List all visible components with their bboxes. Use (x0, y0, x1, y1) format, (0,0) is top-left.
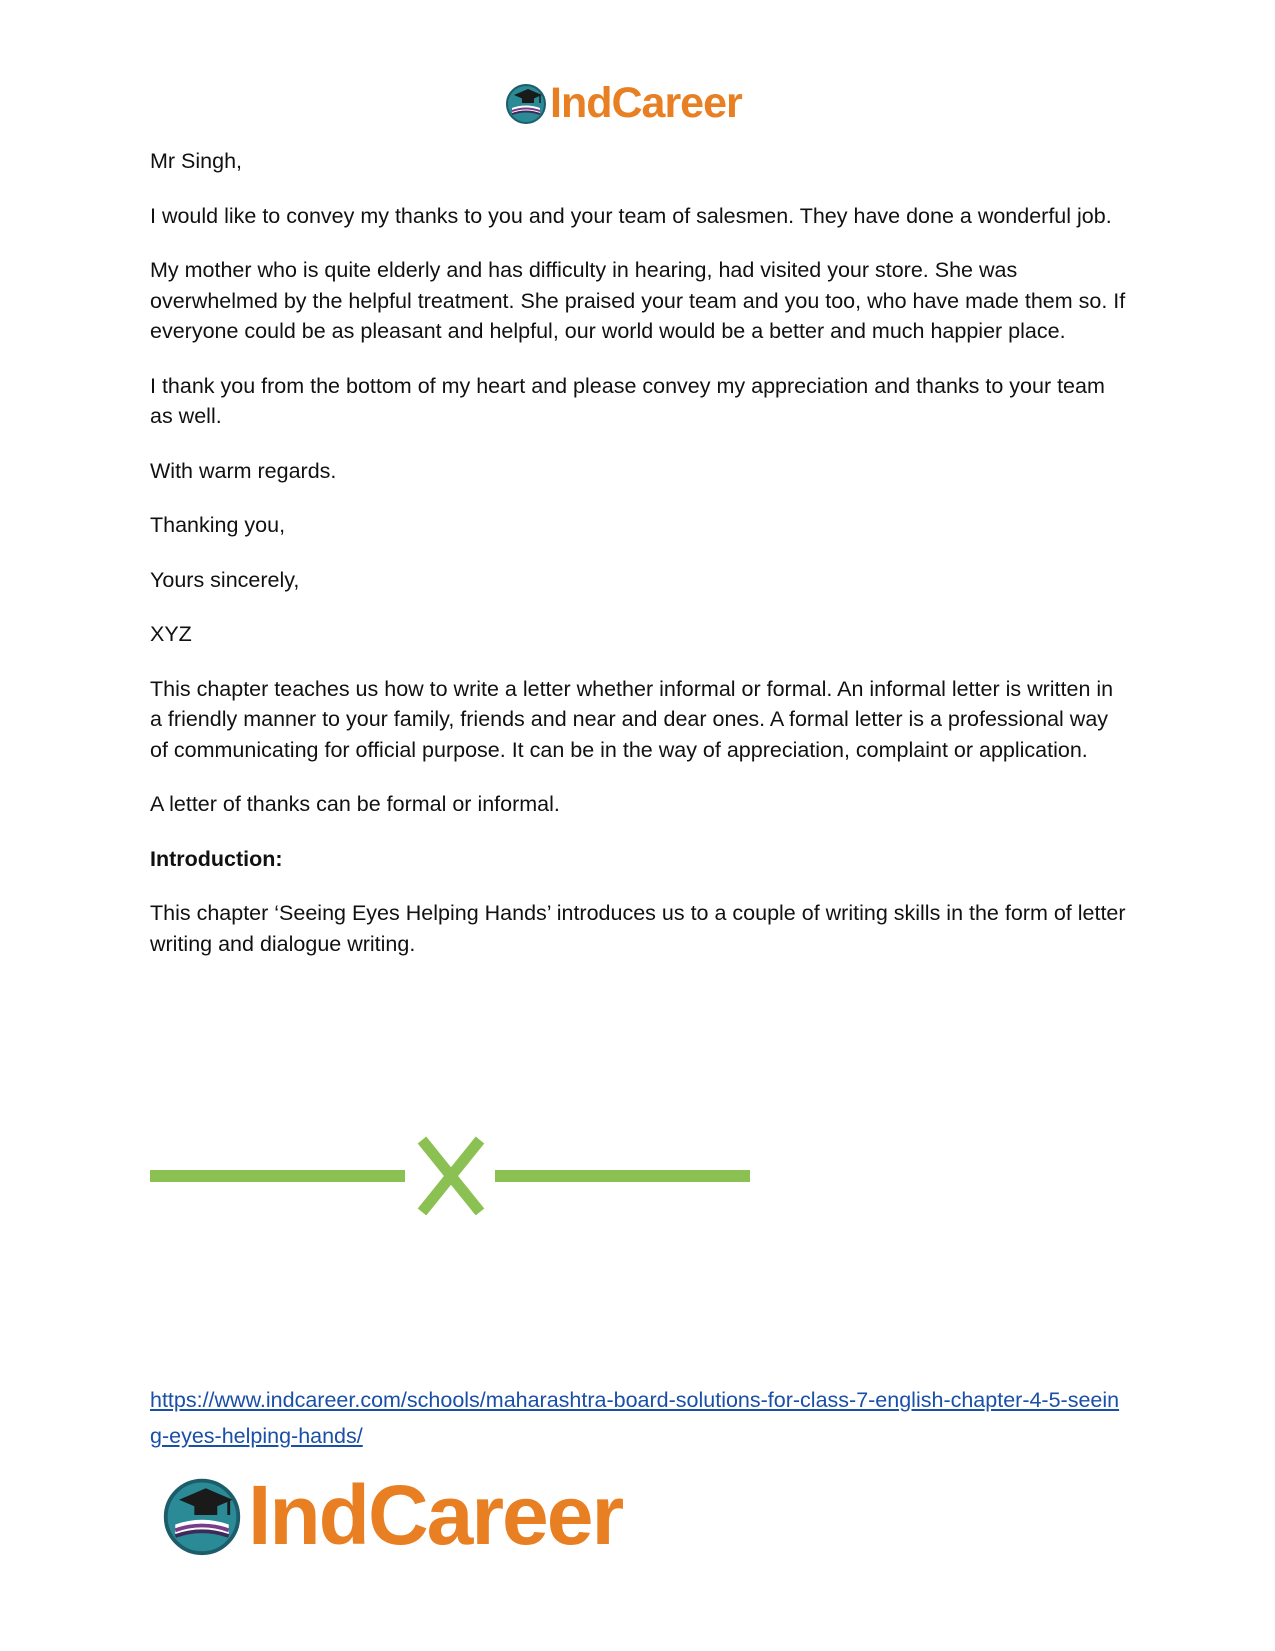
x-mark-icon (422, 1140, 480, 1212)
summary-paragraph: This chapter teaches us how to write a letter whether informal or formal. An informal letter is written in a friendly manner to your family, friends and near and dear ones. A formal letter is a professional way of communicating for official purpose. It can be in the way of appreciation, complaint or application. (150, 676, 1114, 762)
letter-signature: XYZ (150, 622, 192, 646)
source-url-link[interactable]: https://www.indcareer.com/schools/maharashtra-board-solutions-for-class-7-english-chapter-4-5-seeing-eyes-helping-hands/ (150, 1388, 1120, 1448)
note-paragraph: A letter of thanks can be formal or informal. (150, 792, 560, 816)
letter-closing: With warm regards. (150, 458, 337, 483)
letter-closing: Yours sincerely, (150, 567, 300, 592)
divider-line-left (150, 1170, 405, 1182)
letter-salutation: Mr Singh, (150, 149, 243, 173)
letter-paragraph: I thank you from the bottom of my heart and please convey my appreciation and thanks to your team as well. (150, 373, 1105, 428)
letter-closing: Thanking you, (150, 513, 286, 537)
footer-logo (160, 1470, 622, 1560)
graduation-cap-book-globe-icon (160, 1473, 244, 1557)
intro-heading: Introduction: (150, 846, 283, 871)
header-logo (504, 78, 742, 128)
logo-wordmark: IndCareer (550, 78, 742, 127)
letter-paragraph: My mother who is quite elderly and has difficulty in hearing, had visited your store. She was overwhelmed by the helpful treatment. She praised your team and you too, who have made them so. If everyone could be as pleasant and helpful, our world would be a better and much happier place. (150, 258, 1126, 343)
graduation-cap-book-globe-icon (504, 81, 548, 125)
letter-paragraph: I would like to convey my thanks to you and your team of salesmen. They have done a wonderful job. (150, 203, 1112, 228)
document-body (150, 146, 1130, 983)
intro-paragraph: This chapter ‘Seeing Eyes Helping Hands’ introduces us to a couple of writing skills in the form of letter writing and dialogue writing. (150, 901, 1126, 956)
divider-line-right (495, 1170, 750, 1182)
logo-wordmark: IndCareer (248, 1468, 623, 1562)
section-divider (150, 1135, 750, 1220)
